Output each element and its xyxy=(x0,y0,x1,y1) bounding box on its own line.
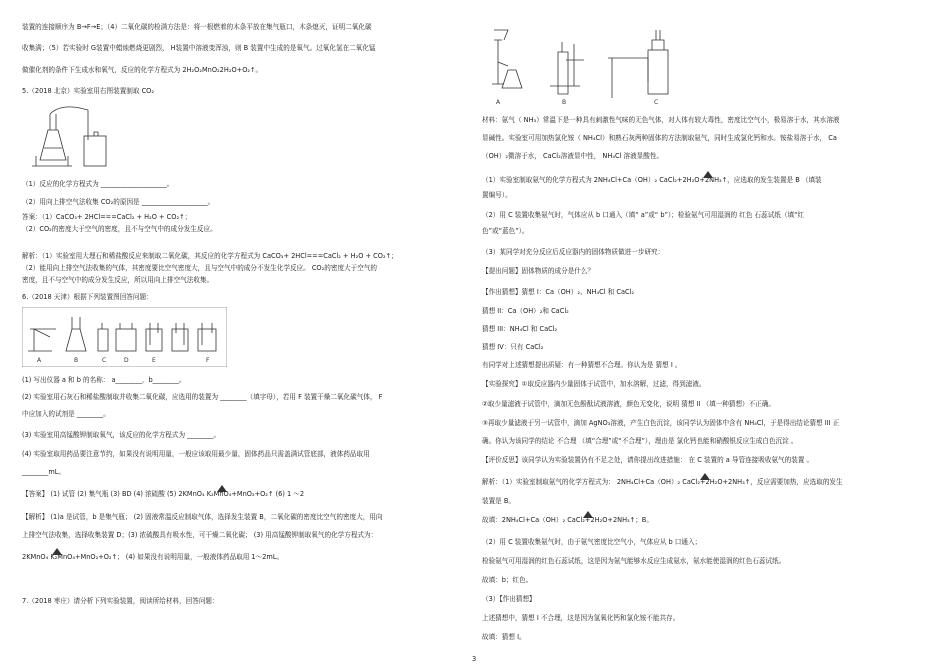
figure-label: B xyxy=(74,357,79,364)
analysis-line: 故填：猜想 I。 xyxy=(482,633,526,641)
hypothesis-line: 猜想 IV：只有 CaCl₂ xyxy=(482,343,544,351)
analysis-line: 上排空气法收集，选择收集装置 D；(3) 浓硫酸具有吸水性，可干燥二氧化碳； (3) 用高锰酸钾制取氧气的化学方程式为： xyxy=(22,531,378,539)
analysis-line: 故填：b；红色。 xyxy=(482,576,533,584)
text-line: 确。你认为该同学的结论 不合理 （填“合理”或“不合理”），理由是 氯化钙也能和硝酸银反应生成白色沉淀 。 xyxy=(482,437,798,445)
heating-triangle-icon xyxy=(217,485,227,492)
question-7-title: 7.（2018 枣庄）请分析下列实验装置，阅读所给材料，回答问题： xyxy=(22,597,219,605)
section-heading: 【实验探究】①取反应器内少量固体于试管中，加水溶解，过滤，得到滤液。 xyxy=(482,380,706,388)
material-line: 材料：氨气（ NH₃）常温下是一种具有刺激性气味的无色气体，对人体有较大毒性，密度比空气小，极易溶于水，其水溶液 xyxy=(482,116,840,124)
analysis-line: 故填：2NH₄Cl+Ca（OH）₂ CaCl₂+2H₂O+2NH₃↑；B。 xyxy=(482,516,653,524)
figure-label: A xyxy=(37,357,42,364)
figure-label: A xyxy=(496,99,501,106)
analysis-line: 检验氨气可用湿润的红色石蕊试纸，这是因为氨气能够水反应生成氨水，氨水能使湿润的红色石蕊试纸。 xyxy=(482,557,786,565)
nh3-apparatus-figure xyxy=(488,22,693,110)
analysis-line: 装置是 B。 xyxy=(482,497,515,505)
text-line: 有同学对上述猜想提出质疑：有一种猜想不合理。你认为是 猜想 I 。 xyxy=(482,361,682,369)
figure-label: D xyxy=(124,357,129,364)
answer-line: 答案：（1）CaCO₃+ 2HCl===CaCl₂ + H₂O + CO₂↑； xyxy=(22,213,192,221)
hypothesis-line: 猜想 III：NH₄Cl 和 CaCl₂ xyxy=(482,325,558,333)
text-line: ________mL。 xyxy=(22,468,66,476)
heating-triangle-icon xyxy=(583,511,593,518)
section-heading: （3）【作出猜想】 xyxy=(482,595,536,603)
heating-triangle-icon xyxy=(700,473,710,480)
hypothesis-line: 猜想 II：Ca（OH）₂和 CaCl₂ xyxy=(482,307,569,315)
figure-label: C xyxy=(654,99,659,106)
analysis-line: 上述猜想中，猜想 I 不合理，这是因为氢氧化钙和氯化铵不能共存。 xyxy=(482,614,680,622)
answer-line: 【答案】 (1) 试管 (2) 集气瓶 (3) BD (4) 浓硫酸 (5) 2KMnO₄ K₂MnO₄+MnO₂+O₂↑ (6) 1 ～2 xyxy=(22,490,305,498)
apparatus-a-to-f-figure xyxy=(22,307,227,367)
answer-line: （2）CO₂的密度大于空气的密度，且不与空气中的成分发生反应。 xyxy=(22,225,217,233)
analysis-line: 2KMnO₄ K₂MnO₄+MnO₂+O₂↑； (4) 如果没有说明用量，一般液体药品取用 1～2mL。 xyxy=(22,553,284,561)
figure-label: B xyxy=(562,99,567,106)
section-heading: 【评价反思】该同学认为实验装置仍有不足之处，请你提出改进措施： 在 C 装置的 a 导管连接吸收氨气的装置 。 xyxy=(482,456,814,464)
figure-label: C xyxy=(102,357,107,364)
text-line: 装置的连接顺序为 B→F→E；（4）二氧化碳的检满方法是：将一根燃着的木条平放在集气瓶口，木条熄灭，证明二氧化碳 xyxy=(22,23,372,31)
material-line: （OH）₂微溶于水， CaCl₂溶液显中性， NH₄Cl 溶液显酸性。 xyxy=(482,152,664,160)
text-line: (1) 写出仪器 a 和 b 的名称： a________，b________。 xyxy=(22,376,186,384)
co2-apparatus-figure xyxy=(30,100,115,172)
text-line: 做催化剂的条件下生成水和氧气，反应的化学方程式为 2H₂O₂MnO₂2H₂O+O₂↑。 xyxy=(22,66,263,74)
answer-line: （2）用 C 装置收集氨气时，气体应从 b 口通入（填“ a”或“ b”）；检验氨气可用湿润的 红色 石蕊试纸（填“红 xyxy=(482,211,805,219)
text-line: (4) 实验室取用药品要注意节约，如果没有说明用量，一般应该取用最少量，固体药品只需盖满试管底部，液体药品取用 xyxy=(22,450,370,458)
text-line: (2) 实验室用石灰石和稀盐酸制取并收集二氧化碳，应选用的装置为 ________（填字母），若用 F 装置干燥二氧化碳气体， F xyxy=(22,393,383,401)
text-line: ②取少量滤液于试管中，滴加无色酚酞试液溶液，颜色无变化，说明 猜想 II （填一种猜想）不正确。 xyxy=(482,400,776,408)
heating-triangle-icon xyxy=(703,171,713,178)
answer-line: （1）实验室制取氨气的化学方程式为 2NH₄Cl+Ca（OH）₂ CaCl₂+2H₂O+2NH₃↑，应选取的发生装置是 B （填装 xyxy=(482,176,822,184)
analysis-line: 密度，且不与空气中的成分发生反应，所以用向上排空气法收集。 xyxy=(22,276,214,284)
analysis-line: （2）能用向上排空气法收集的气体，其密度要比空气密度大，且与空气中的成分不发生化学反应。 CO₂的密度大于空气的 xyxy=(22,264,378,272)
text-line: （1）反应的化学方程式为 ____________________。 xyxy=(22,180,174,188)
text-line: (3) 实验室用高锰酸钾制取氧气，该反应的化学方程式为 ________。 xyxy=(22,431,221,439)
figure-label: F xyxy=(206,357,210,364)
hypothesis-line: 【作出猜想】猜想 I：Ca（OH）₂、NH₄Cl 和 CaCl₂ xyxy=(482,288,635,296)
analysis-line: 解析：（1）实验室制取氨气的化学方程式为： 2NH₄Cl+Ca（OH）₂ CaCl₂+2H₂O+2NH₃↑，反应需要加热，应选取的发生 xyxy=(482,478,843,486)
answer-line: 色”或“蓝色”）。 xyxy=(482,227,529,235)
figure-label: E xyxy=(152,357,156,364)
question-6-title: 6.（2018 天津）根据下列装置图回答问题： xyxy=(22,293,153,301)
analysis-line: （2）用 C 装置收集氨气时，由于氨气密度比空气小，气体应从 b 口通入； xyxy=(482,538,702,546)
text-line: （2）用向上排空气法收集 CO₂的原因是 ____________________。 xyxy=(22,198,215,206)
analysis-line: 解析：（1）实验室用大理石和稀盐酸反应来制取二氧化碳，其反应的化学方程式为 CaCO₃+ 2HCl===CaCl₂ + H₂O + CO₂↑； xyxy=(22,252,398,260)
page-number: 3 xyxy=(472,655,477,663)
heating-triangle-icon xyxy=(52,548,62,555)
text-line: （3）某同学对充分反应后反应器内的固体物质做进一步研究： xyxy=(482,248,665,256)
text-line: 收集满；（5）若实验时 G装置中蜡烛燃烧更剧烈， H装置中溶液变浑浊，则 B 装置中生成的是氧气。过氧化氢在二氧化锰 xyxy=(22,44,376,52)
text-line: 中应加入的试剂是 ________。 xyxy=(22,410,110,418)
question-5-title: 5.（2018 北京）实验室用右图装置制取 CO₂ xyxy=(22,87,155,95)
text-line: ③再取少量滤液于另一试管中，滴加 AgNO₃溶液，产生白色沉淀，该同学认为固体中含有 NH₄Cl，于是得出结论猜想 III 正 xyxy=(482,419,840,427)
material-line: 显碱性。实验室可用加热氯化铵（ NH₄Cl）和熟石灰两种固体的方法制取氨气，同时生成氯化钙和水。铵盐易溶于水， Ca xyxy=(482,134,837,142)
answer-line: 置编号）。 xyxy=(482,191,512,199)
analysis-line: 【解析】 (1)a 是试管，b 是集气瓶； (2) 固液常温反应制取气体，选择发生装置 B，二氧化碳的密度比空气的密度大，用向 xyxy=(22,513,383,521)
section-heading: 【提出问题】固体物质的成分是什么？ xyxy=(482,267,595,275)
